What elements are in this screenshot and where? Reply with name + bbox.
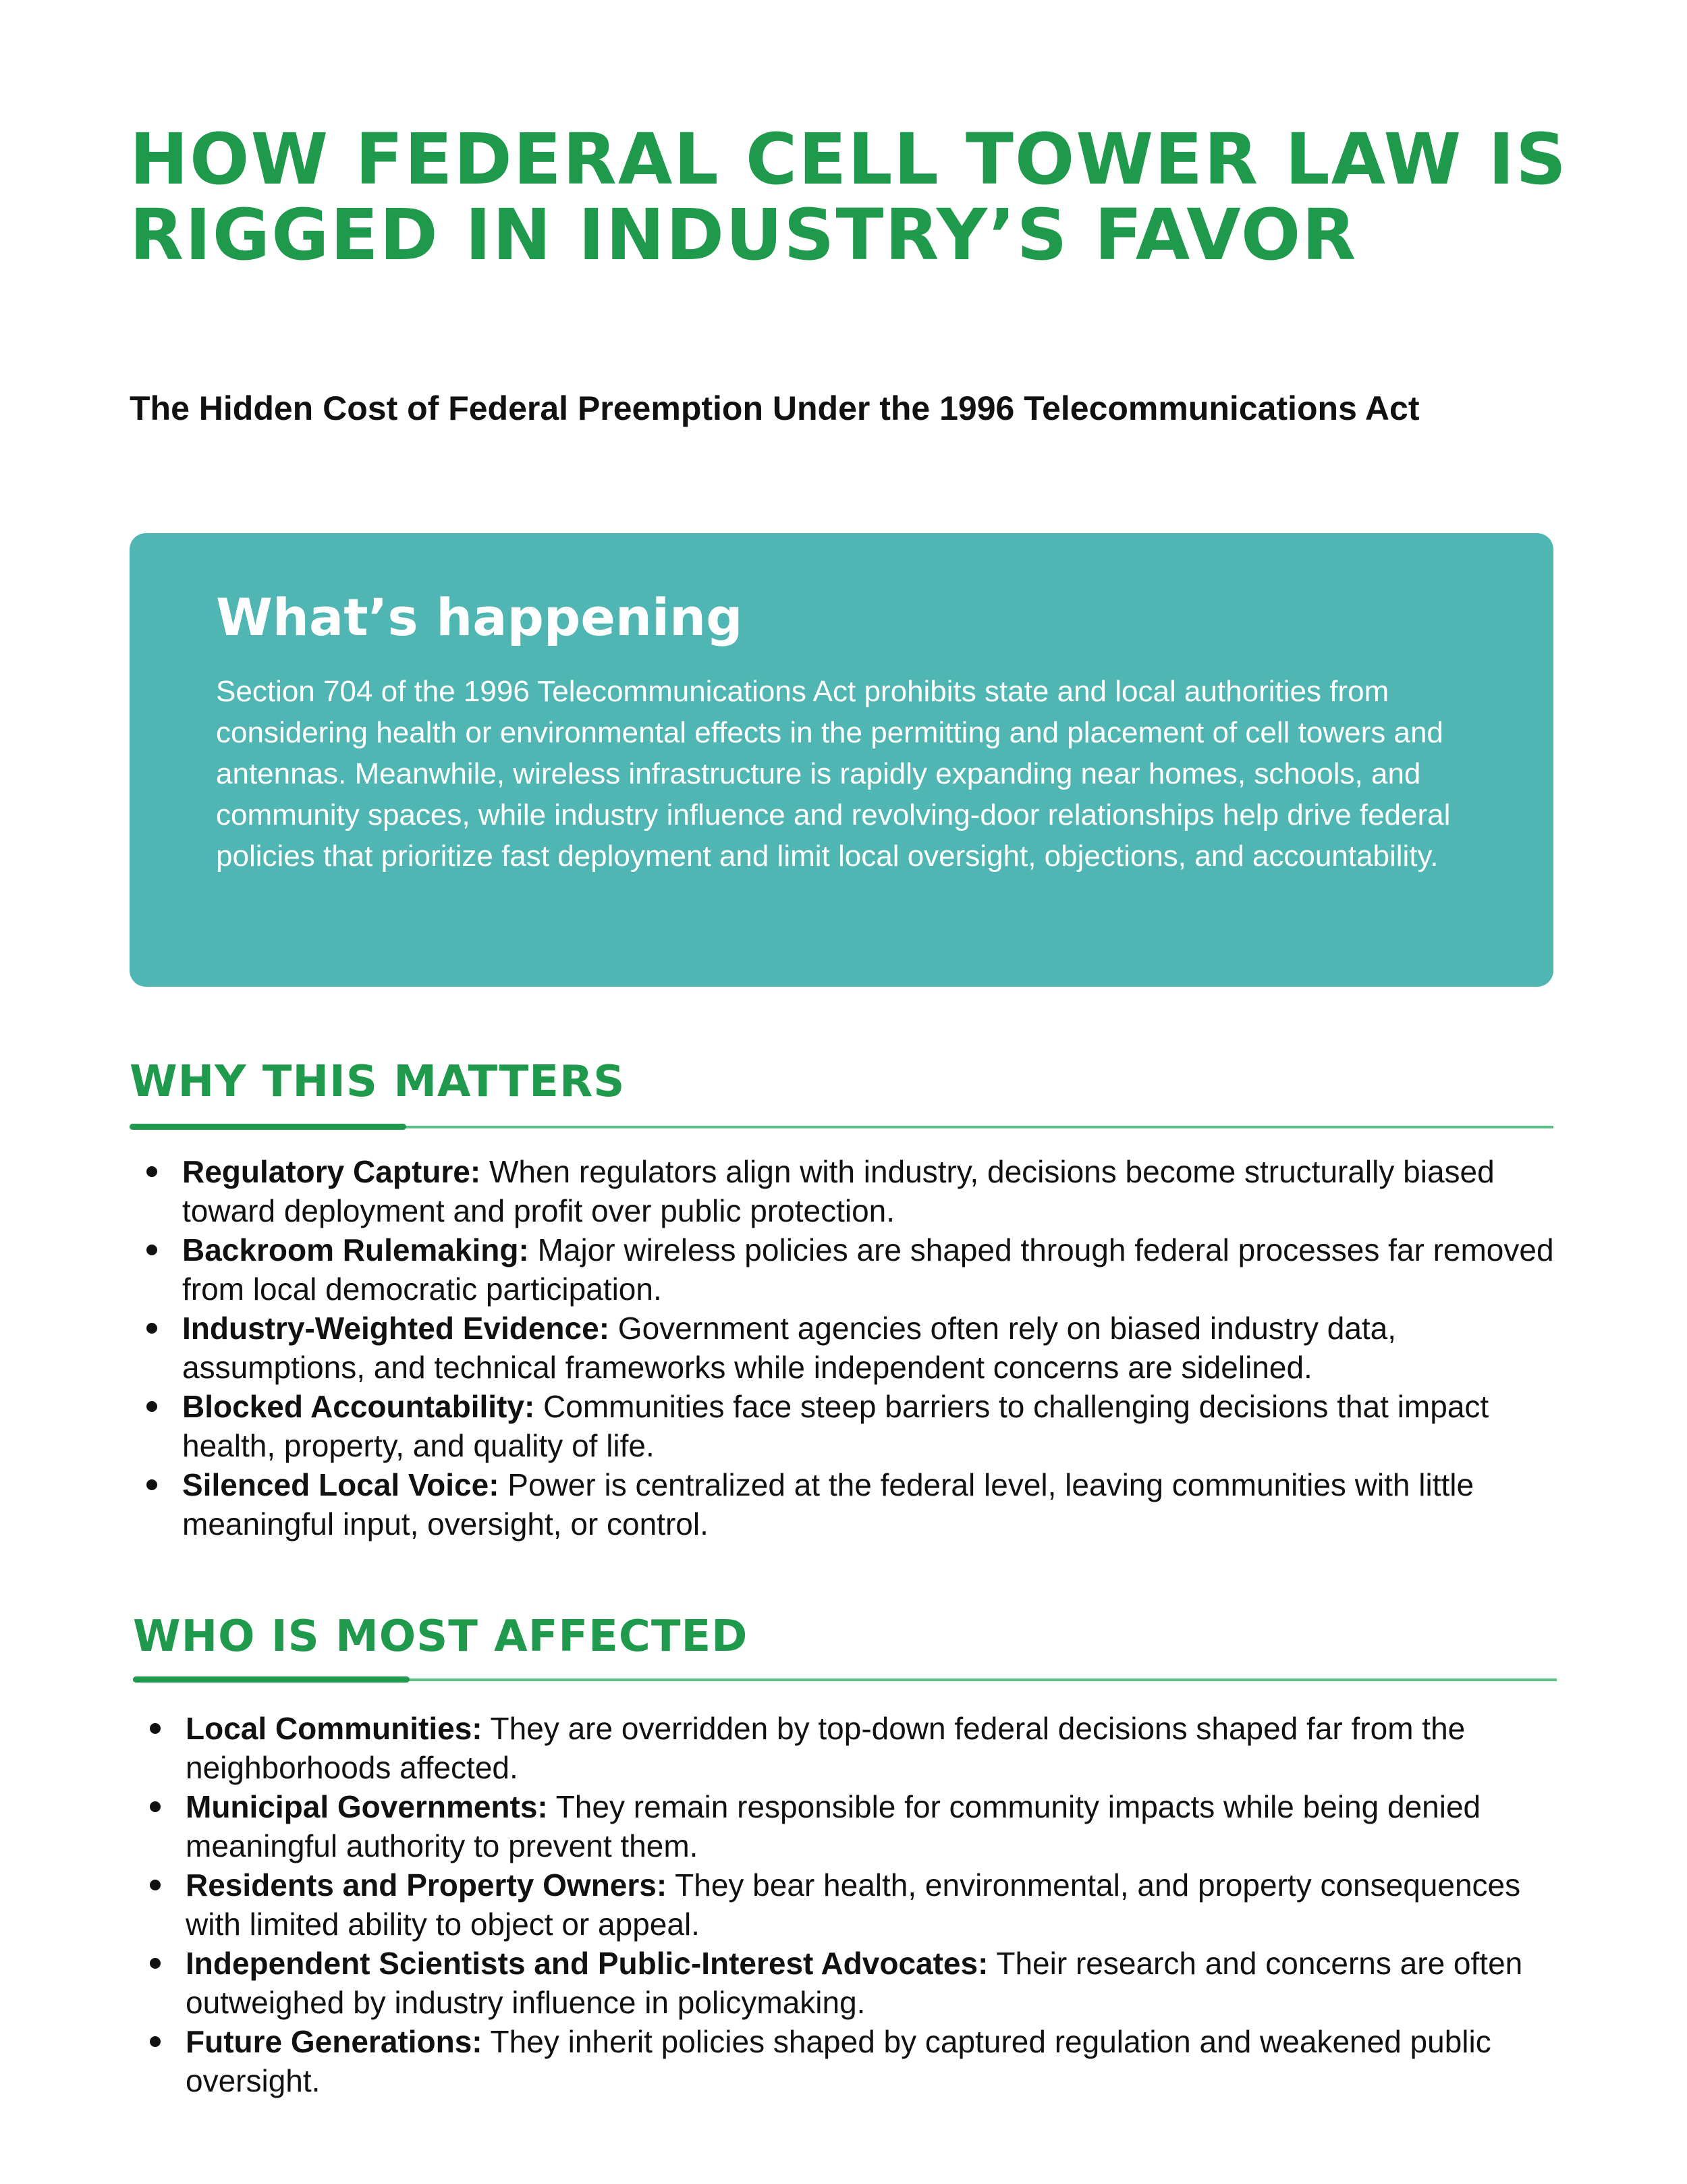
list-item-text: They remain responsible for community impacts while being denied meaningful authority to prevent them. xyxy=(186,1789,1481,1863)
bullet-icon xyxy=(150,2036,161,2047)
list-item-term: Future Generations: xyxy=(186,2024,482,2059)
list-item-text: They bear health, environmental, and property consequences with limited ability to object or appeal. xyxy=(186,1867,1521,1942)
whats-happening-heading: What’s happening xyxy=(216,587,743,647)
who-is-most-affected-divider xyxy=(133,1678,1557,1681)
page-title: HOW FEDERAL CELL TOWER LAW IS RIGGED IN INDUSTRY’S FAVOR xyxy=(130,118,1568,276)
list-item xyxy=(133,2022,1564,2100)
list-item xyxy=(130,1230,1560,1309)
why-this-matters-heading: WHY THIS MATTERS xyxy=(130,1057,626,1107)
bullet-icon xyxy=(146,1245,157,1255)
list-item-text: They are overridden by top-down federal decisions shaped far from the neighborhoods affected. xyxy=(186,1711,1466,1785)
bullet-icon xyxy=(150,1801,161,1812)
list-item-text: They inherit policies shaped by captured regulation and weakened public oversight. xyxy=(186,2024,1491,2098)
list-item xyxy=(133,1787,1564,1865)
list-item-term: Silenced Local Voice: xyxy=(182,1467,499,1502)
why-this-matters-list xyxy=(130,1152,1560,1544)
who-is-most-affected-heading: WHO IS MOST AFFECTED xyxy=(133,1612,748,1662)
list-item-term: Backroom Rulemaking: xyxy=(182,1232,529,1267)
list-item xyxy=(133,1944,1564,2022)
list-item-text: When regulators align with industry, decisions become structurally biased toward deployment and profit over public protection. xyxy=(182,1154,1495,1228)
bullet-icon xyxy=(146,1479,157,1490)
page-subtitle: The Hidden Cost of Federal Preemption Under the 1996 Telecommunications Act xyxy=(130,389,1420,427)
whats-happening-card xyxy=(130,533,1553,987)
whats-happening-body: Section 704 of the 1996 Telecommunications Act prohibits state and local authorities from considering health or environmental effects in the permitting and placement of cell towers and antennas. Meanwhile, wireless infrastructure is rapidly expanding near homes, schools, and community spaces, while industry influence and revolving-door relationships help drive federal policies that prioritize fast deployment and limit local oversight, objections, and accountability. xyxy=(216,675,1451,873)
list-item-text: Major wireless policies are shaped through federal processes far removed from local democratic participation. xyxy=(182,1232,1554,1307)
list-item-term: Regulatory Capture: xyxy=(182,1154,481,1189)
list-item xyxy=(133,1709,1564,1787)
list-item-term: Independent Scientists and Public-Interest Advocates: xyxy=(186,1946,989,1981)
bullet-icon xyxy=(146,1401,157,1412)
list-item-term: Blocked Accountability: xyxy=(182,1389,535,1424)
list-item-term: Local Communities: xyxy=(186,1711,482,1746)
list-item-text: Power is centralized at the federal level, leaving communities with little meaningful input, oversight, or control. xyxy=(182,1467,1474,1541)
list-item xyxy=(130,1387,1560,1465)
list-item xyxy=(133,1865,1564,1944)
why-this-matters-divider xyxy=(130,1125,1553,1128)
bullet-icon xyxy=(150,1880,161,1890)
bullet-icon xyxy=(146,1323,157,1334)
bullet-icon xyxy=(150,1958,161,1969)
list-item-term: Industry-Weighted Evidence: xyxy=(182,1311,610,1346)
list-item-term: Municipal Governments: xyxy=(186,1789,548,1824)
list-item-text: Government agencies often rely on biased industry data, assumptions, and technical frameworks while independent concerns are sidelined. xyxy=(182,1311,1397,1385)
bullet-icon xyxy=(146,1166,157,1177)
bullet-icon xyxy=(150,1723,161,1734)
list-item-term: Residents and Property Owners: xyxy=(186,1867,667,1903)
list-item xyxy=(130,1309,1560,1387)
who-is-most-affected-list xyxy=(133,1709,1564,2100)
list-item-text: Communities face steep barriers to challenging decisions that impact health, property, and quality of life. xyxy=(182,1389,1489,1463)
list-item-text: Their research and concerns are often outweighed by industry influence in policymaking. xyxy=(186,1946,1523,2020)
list-item xyxy=(130,1465,1560,1544)
list-item xyxy=(130,1152,1560,1230)
